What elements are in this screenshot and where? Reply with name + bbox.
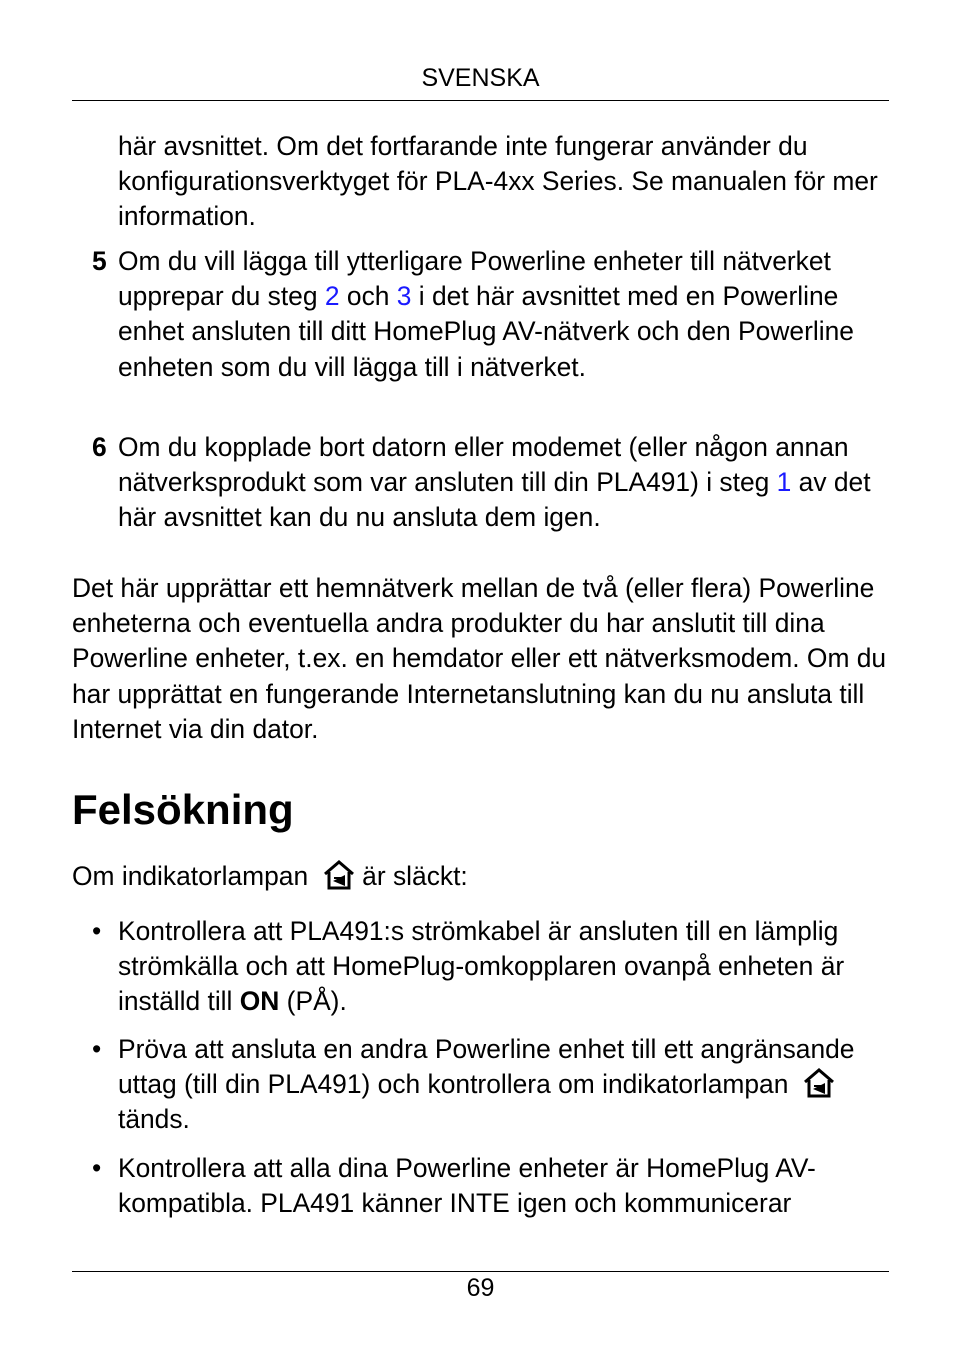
bullet-text: Kontrollera att PLA491:s strömkabel är ansluten till en lämplig strömkälla och att HomePlug-omkopplaren ovanpå enheten är inställd till <box>118 916 845 1017</box>
step-5 <box>72 244 889 385</box>
bullet-text: (PÅ). <box>279 986 347 1017</box>
bullet-symbol: • <box>92 916 102 946</box>
bullet-text: Kontrollera att alla dina Powerline enheter är HomePlug AV-kompatibla. PLA491 känner INTE igen och kommunicerar <box>118 1153 816 1219</box>
step-text: i det här avsnittet med en Powerline enhet ansluten till ditt HomePlug AV-nätverk och den Powerline enheten som du vill lägga till i nätverket. <box>118 281 854 382</box>
step-text: Om du vill lägga till ytterligare Powerline enheter till nätverket upprepar du steg <box>118 246 831 312</box>
step-text: Om du kopplade bort datorn eller modemet (eller någon annan nätverksprodukt som var ansluten till din PLA491) i steg <box>118 432 849 498</box>
bullet-item <box>72 1151 889 1221</box>
step-continuation-text: här avsnittet. Om det fortfarande inte fungerar använder du konfigurationsverktyget för PLA-4xx Series. Se manualen för mer information. <box>118 131 878 232</box>
step-link-1[interactable]: 1 <box>776 467 792 498</box>
page-number: 69 <box>466 1274 495 1302</box>
step-text: och <box>339 281 397 312</box>
summary-paragraph: Det här upprättar ett hemnätverk mellan de två (eller flera) Powerline enheterna och eventuella andra produkter du har anslutit till dina Powerline enheter, t.ex. en hemdator eller ett nätverksmodem. Om du har upprättat en fungerande Internetanslutning kan du nu ansluta till Internet via din dator. <box>72 573 887 744</box>
step-continuation <box>72 129 889 235</box>
intro-text: Om indikatorlampan <box>72 861 309 891</box>
step-text: av det här avsnittet kan du nu ansluta dem igen. <box>118 467 871 533</box>
step-number: 6 <box>92 432 107 462</box>
section-heading-wrap <box>72 784 889 836</box>
step-link-3[interactable]: 3 <box>396 281 412 312</box>
header-divider <box>72 100 889 101</box>
bullet-item <box>72 1032 889 1138</box>
home-led-icon <box>322 859 356 891</box>
bullet-text: tänds. <box>118 1104 190 1135</box>
bullet-text: Pröva att ansluta en andra Powerline enhet till ett angränsande uttag (till din PLA491) och kontrollera om indikatorlampan <box>118 1034 855 1100</box>
step-number: 5 <box>92 246 107 276</box>
intro-text: är släckt: <box>362 861 468 891</box>
home-led-icon <box>802 1067 836 1099</box>
intro-line <box>72 859 889 894</box>
bullet-bold: ON <box>239 986 280 1017</box>
step-link-2[interactable]: 2 <box>324 281 340 312</box>
bullet-symbol: • <box>92 1034 102 1064</box>
page-header: SVENSKA <box>421 64 540 92</box>
step-6 <box>72 430 889 536</box>
section-heading: Felsökning <box>72 786 294 833</box>
bullet-symbol: • <box>92 1153 102 1183</box>
bullet-item <box>72 914 889 1020</box>
